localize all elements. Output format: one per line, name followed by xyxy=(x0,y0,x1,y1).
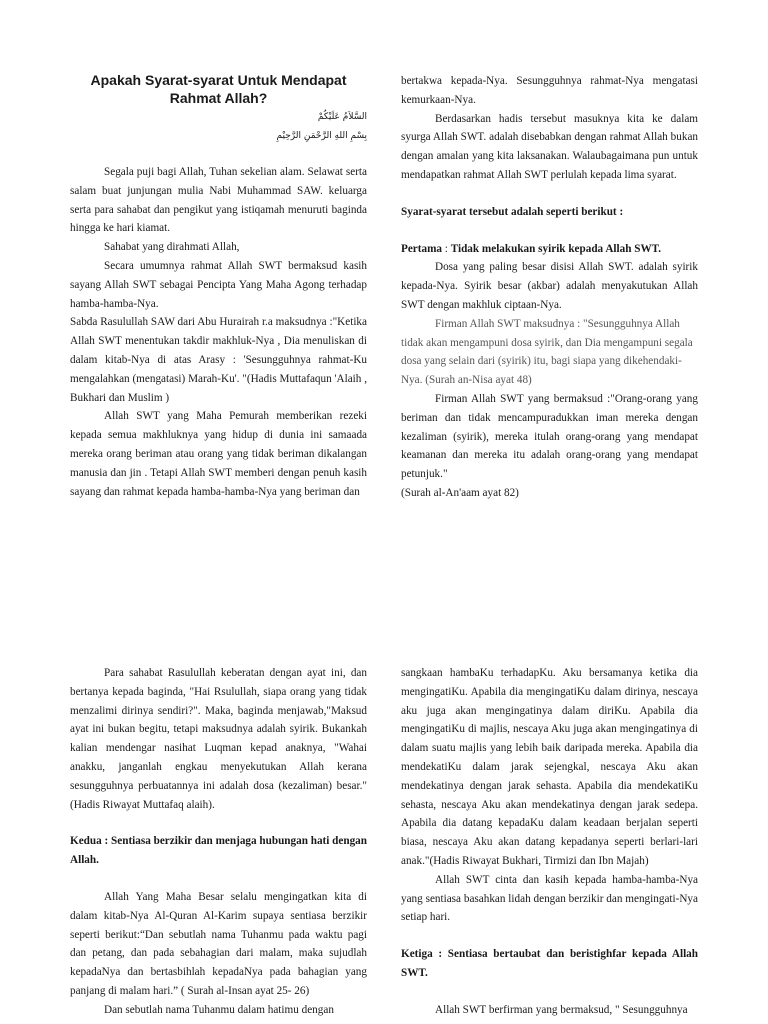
paragraph: Para sahabat Rasulullah keberatan dengan ayat ini, dan bertanya kepada baginda, "Hai Rsulullah, siapa orang yang tidak menzalimi dirinya sendiri?". Maka, baginda menjawab,"Maksud ayat ini bukan begitu, tetapi maksudnya adalah syirik. Bukankah kalian mendengar nasihat Luqman kepad anaknya, "Wahai anakku, janganlah engkau menyekutukan Allah kerana sesungguhnya perbuatannya ini adalah dosa (kezaliman) besar."(Hadis Riwayat Muttafaq alaih). xyxy=(70,667,367,811)
page2-left-column xyxy=(70,664,367,1020)
paragraph: Allah SWT yang Maha Pemurah memberikan rezeki kepada semua makhluknya yang hidup di dunia ini samaada mereka orang beriman atau orang yang tidak beriman dikalangan manusia dan jin . Tetapi Allah SWT memberi dengan penuh kasih sayang dan rahmat kepada hamba-hamba-Nya yang beriman dan xyxy=(70,410,367,498)
heading-separator: : xyxy=(442,242,451,255)
page1-right-column xyxy=(401,72,698,503)
page2-right-column xyxy=(401,664,698,1020)
document-title: Apakah Syarat-syarat Untuk Mendapat Rahmat Allah? xyxy=(90,72,347,106)
paragraph: Firman Allah SWT yang bermaksud :"Orang-orang yang beriman dan tidak mencampuradukkan iman mereka dengan kezaliman (syirik), mereka itulah orang-orang yang mendapat keamanan dan mereka itu adalah orang-orang yang mendapat petunjuk." xyxy=(401,392,698,481)
section-heading: Ketiga : Sentiasa bertaubat dan beristighfar kepada Allah SWT. xyxy=(401,948,698,979)
arabic-bismillah: بِسْمِ اللهِ الرَّحْمَنِ الرَّحِيْمِ xyxy=(276,131,367,141)
paragraph: Allah SWT cinta dan kasih kepada hamba-hamba-Nya yang sentiasa basahkan lidah dengan berzikir dan mengingati-Nya setiap hari. xyxy=(401,873,698,924)
paragraph: (Surah al-An'aam ayat 82) xyxy=(401,486,519,499)
paragraph: Dosa yang paling besar disisi Allah SWT. adalah syirik kepada-Nya. Syirik besar (akbar) adalah menyakutukan Allah SWT dengan makhluk ciptaan-Nya. xyxy=(401,261,698,311)
section-heading: Syarat-syarat tersebut adalah seperti berikut : xyxy=(401,205,624,218)
paragraph: sangkaan hambaKu terhadapKu. Aku bersamanya ketika dia mengingatiKu. Apabila dia mengingatiKu dalam dirinya, nescaya aku juga akan mengingatinya dalam diriKu. Apabila dia mengingatiKu di majlis, nescaya Aku juga akan mengingatinya di dalam suatu majlis yang lebih baik daripada mereka. Apabila dia mendekatiKu dalam jarak sejengkal, nescaya Aku akan mendekatinya dengan jarak sehasta. Apabila dia mendekatiKu sehasta, nescaya Aku akan mendekatinya dengan jarak sedepa. Apabila dia datang kepadaKu dalam keadaan berjalan seperti biasa, nescaya Aku akan datang kepadanya seperti berlari-lari anak."(Hadis Riwayat Bukhari, Tirmizi dan Ibn Majah) xyxy=(401,667,698,867)
paragraph: Dan sebutlah nama Tuhanmu dalam hatimu dengan xyxy=(104,1003,334,1016)
paragraph: Allah Yang Maha Besar selalu mengingatkan kita di dalam kitab-Nya Al-Quran Al-Karim supaya sentiasa berzikir seperti berikut:“Dan sebutlah nama Tuhanmu pada waktu pagi dan petang, dan pada sebahagian dari malam, maka sujudlah kepadaNya dan bertasbihlah kepadaNya pada bahagian yang panjang di malam hari.” ( Surah al-Insan ayat 25- 26) xyxy=(70,890,367,997)
paragraph: Firman Allah SWT maksudnya : "Sesungguhnya Allah tidak akan mengampuni dosa syirik, dan Dia mengampuni segala dosa yang selain dari (syirik) itu, bagi siapa yang dikehendaki-Nya. (Surah an-Nisa ayat 48) xyxy=(401,317,693,387)
section-heading-pertama xyxy=(401,240,698,259)
paragraph: Allah SWT berfirman yang bermaksud, " Sesungguhnya xyxy=(435,1003,688,1016)
paragraph: Berdasarkan hadis tersebut masuknya kita ke dalam syurga Allah SWT. adalah disebabkan dengan rahmat Allah bukan dengan amalan yang kita laksanakan. Walaubagaimana pun untuk mendapatkan rahmat Allah SWT perlulah kepada lima syarat. xyxy=(401,112,698,181)
heading-label: Pertama xyxy=(401,242,442,255)
paragraph: Sahabat yang dirahmati Allah, xyxy=(104,241,240,254)
page1-left-column xyxy=(70,163,367,501)
arabic-salam: السَّلاَمُ عَلَيْكُمْ xyxy=(317,112,367,122)
heading-text: Tidak melakukan syirik kepada Allah SWT. xyxy=(450,242,662,255)
paragraph: Segala puji bagi Allah, Tuhan sekelian alam. Selawat serta salam buat junjungan mulia Nabi Muhammad SAW. keluarga serta para sahabat dan pengikut yang istiqamah menuruti baginda hingga ke hari kiamat. xyxy=(70,166,367,235)
paragraph: Secara umumnya rahmat Allah SWT bermaksud kasih sayang Allah SWT sebagai Pencipta Yang Maha Agong terhadap hamba-hamba-Nya. xyxy=(70,259,367,310)
paragraph: bertakwa kepada-Nya. Sesungguhnya rahmat-Nya mengatasi kemurkaan-Nya. xyxy=(401,75,698,106)
section-heading: Kedua : Sentiasa berzikir dan menjaga hubungan hati dengan Allah. xyxy=(70,835,367,867)
paragraph: Sabda Rasulullah SAW dari Abu Hurairah r.a maksudnya :"Ketika Allah SWT menentukan takdir makhluk-Nya , Dia menuliskan di dalam kitab-Nya di atas Arasy : 'Sesungguhnya rahmat-Ku mengalahkan (mengatasi) Marah-Ku'. "(Hadis Muttafaqun 'Alaih , Bukhari dan Muslim ) xyxy=(70,316,367,404)
